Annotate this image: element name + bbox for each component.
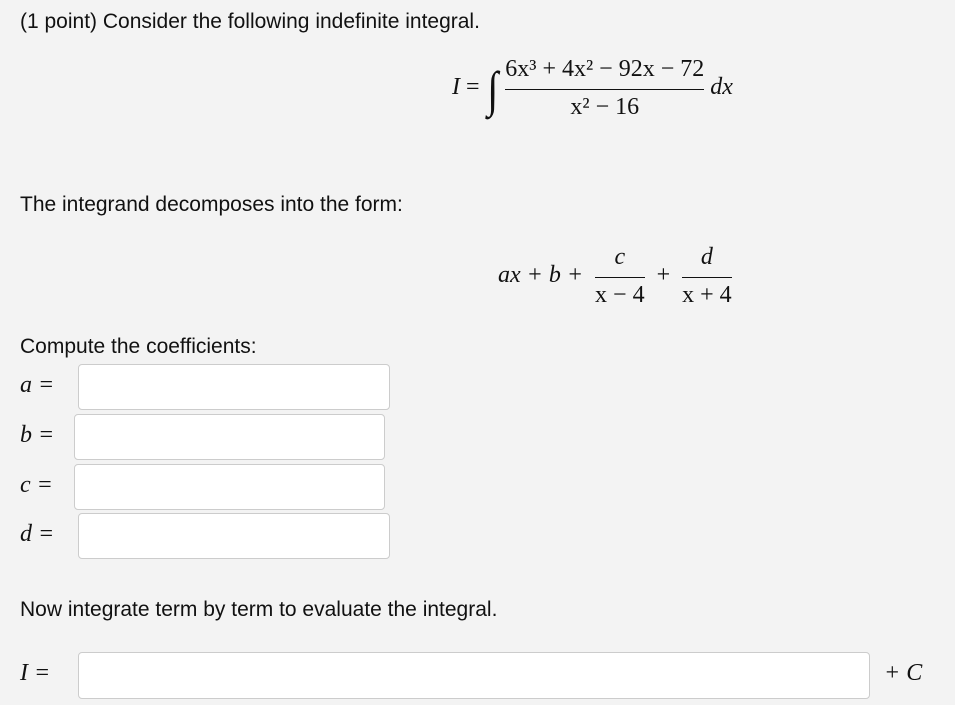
integrand-fraction [505, 56, 704, 121]
coefficients-text: Compute the coefficients: [20, 335, 257, 358]
coefficient-d-input[interactable] [78, 513, 390, 559]
coefficient-a-input[interactable] [78, 364, 390, 410]
fraction-c-numerator: c [614, 244, 626, 270]
fraction-d-numerator: d [700, 244, 713, 270]
integrate-instruction: Now integrate term by term to evaluate the integral. [20, 598, 498, 621]
fraction-d-denominator: x + 4 [682, 282, 732, 308]
label-d: d = [20, 521, 55, 547]
integral-expression [452, 56, 733, 121]
fraction-bar [505, 89, 704, 90]
plus-sign: + [656, 262, 671, 289]
integral-lhs: I [452, 74, 460, 101]
integral-sign: ∫ [486, 60, 498, 117]
constant-suffix: + C [884, 660, 923, 686]
integral-dx: dx [710, 74, 733, 101]
integral-answer-input[interactable] [78, 652, 870, 699]
problem-intro: (1 point) Consider the following indefinite integral. [20, 10, 480, 33]
coefficient-b-input[interactable] [74, 414, 385, 460]
label-a: a = [20, 372, 55, 398]
fraction-d [682, 244, 732, 309]
decomposition-form [498, 244, 732, 309]
label-integral: I = [20, 660, 51, 686]
integrand-denominator: x² − 16 [570, 94, 640, 120]
coefficient-c-input[interactable] [74, 464, 385, 510]
integrand-numerator: 6x³ + 4x² − 92x − 72 [505, 56, 705, 82]
decomposition-lead: ax + b + [498, 262, 584, 289]
label-b: b = [20, 422, 55, 448]
fraction-bar [682, 277, 732, 278]
fraction-c-denominator: x − 4 [595, 282, 645, 308]
integral-equals: = [466, 74, 480, 101]
fraction-c [595, 244, 645, 309]
decompose-text: The integrand decomposes into the form: [20, 193, 403, 216]
fraction-bar [595, 277, 645, 278]
label-c: c = [20, 472, 53, 498]
